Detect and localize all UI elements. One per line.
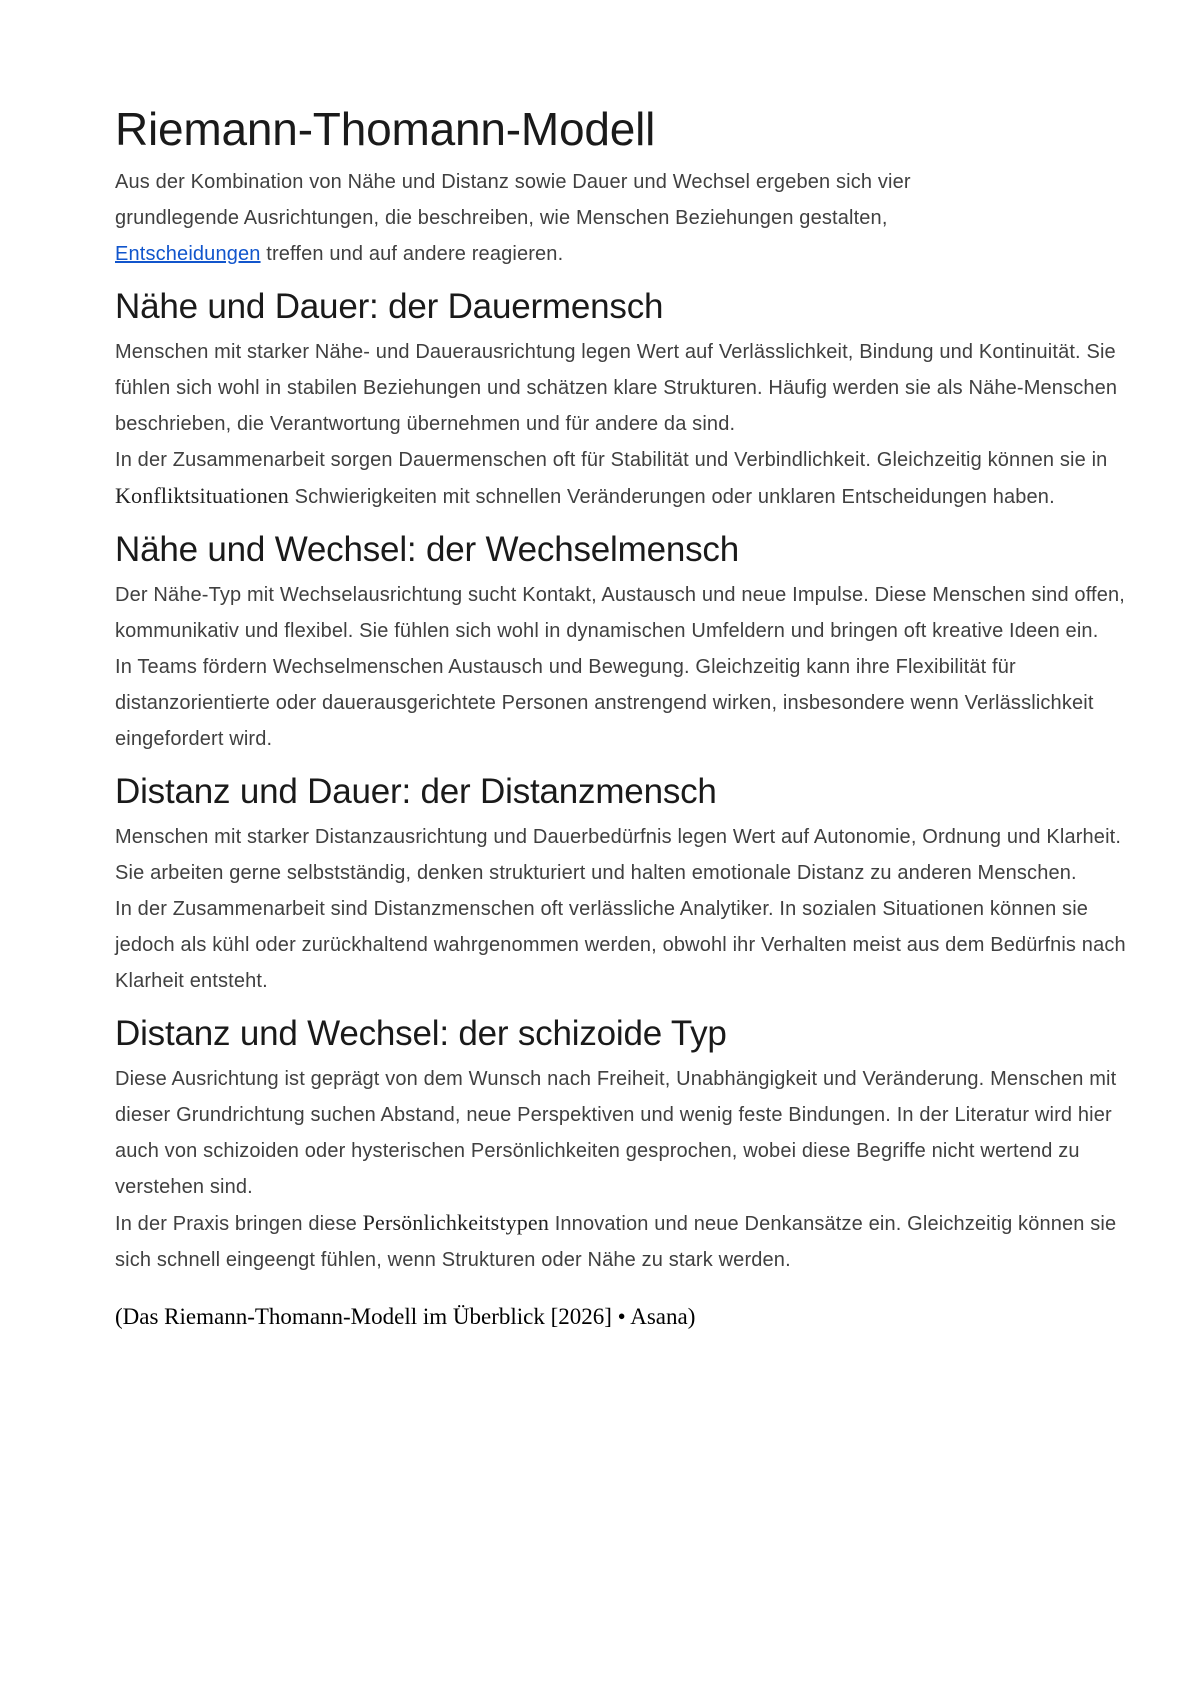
- section-heading: Nähe und Wechsel: der Wechselmensch: [115, 530, 739, 569]
- paragraph-text: In der Zusammenarbeit sorgen Dauermenschen oft für Stabilität und Verbindlichkeit. Gleichzeitig können sie in: [115, 449, 1108, 471]
- section-paragraph: Diese Ausrichtung ist geprägt von dem Wunsch nach Freiheit, Unabhängigkeit und Veränderung. Menschen mit dieser Grundrichtung suchen Abstand, neue Perspektiven und wenig feste Bindungen. In der Literatur wird hier auch von schizoiden oder hysterischen Persönlichkeiten gesprochen, wobei diese Begriffe nicht wertend zu verstehen sind.: [115, 1068, 1117, 1198]
- section-paragraph: In der Zusammenarbeit sind Distanzmenschen oft verlässliche Analytiker. In sozialen Situationen können sie jedoch als kühl oder zurückhaltend wahrgenommen werden, obwohl ihr Verhalten meist aus dem Bedürfnis nach Klarheit entsteht.: [115, 898, 1126, 992]
- intro-text-end: treffen und auf andere reagieren.: [260, 243, 564, 265]
- intro-paragraph: [115, 164, 975, 272]
- paragraph-text: In der Praxis bringen diese: [115, 1213, 363, 1235]
- section-schizoider-typ: [115, 1009, 1135, 1278]
- section-paragraph: Der Nähe-Typ mit Wechselausrichtung sucht Kontakt, Austausch und neue Impulse. Diese Menschen sind offen, kommunikativ und flexibel. Sie fühlen sich wohl in dynamischen Umfeldern und bringen oft kreative Ideen ein.: [115, 584, 1125, 642]
- paragraph-text: Schwierigkeiten mit schnellen Veränderungen oder unklaren Entscheidungen haben.: [288, 486, 1055, 508]
- section-heading: Nähe und Dauer: der Dauermensch: [115, 287, 664, 326]
- section-paragraph: Menschen mit starker Distanzausrichtung und Dauerbedürfnis legen Wert auf Autonomie, Ordnung und Klarheit. Sie arbeiten gerne selbstständig, denken strukturiert und halten emotionale Distanz zu anderen Menschen.: [115, 826, 1122, 884]
- paragraph-text: Innovation und neue Denkansätze ein. Gleichzeitig können sie sich schnell eingeengt fühlen, wenn Strukturen oder Nähe zu stark werden.: [115, 1213, 1117, 1271]
- section-distanzmensch: [115, 767, 1135, 999]
- emphasis-term: Persönlichkeitstypen: [362, 1210, 549, 1235]
- source-citation: (Das Riemann-Thomann-Modell im Überblick [2026] • Asana): [115, 1304, 696, 1329]
- page-title: Riemann-Thomann-Modell: [115, 103, 656, 155]
- section-paragraph: Menschen mit starker Nähe- und Dauerausrichtung legen Wert auf Verlässlichkeit, Bindung und Kontinuität. Sie fühlen sich wohl in stabilen Beziehungen und schätzen klare Strukturen. Häufig werden sie als Nähe-Menschen beschrieben, die Verantwortung übernehmen und für andere da sind.: [115, 341, 1118, 435]
- section-dauermensch: [115, 282, 1135, 515]
- intro-text: Aus der Kombination von Nähe und Distanz sowie Dauer und Wechsel ergeben sich vier grundlegende Ausrichtungen, die beschreiben, wie Menschen Beziehungen gestalten,: [115, 171, 911, 229]
- section-heading: Distanz und Dauer: der Distanzmensch: [115, 772, 717, 811]
- section-paragraph: In Teams fördern Wechselmenschen Austausch und Bewegung. Gleichzeitig kann ihre Flexibilität für distanzorientierte oder dauerausgerichtete Personen anstrengend wirken, insbesondere wenn Verlässlichkeit eingefordert wird.: [115, 656, 1094, 750]
- entscheidungen-link[interactable]: Entscheidungen: [115, 243, 261, 265]
- document-page: [115, 98, 1135, 1334]
- section-wechselmensch: [115, 525, 1135, 757]
- section-heading: Distanz und Wechsel: der schizoide Typ: [115, 1014, 727, 1053]
- section-paragraph: [115, 442, 1135, 515]
- emphasis-term: Konfliktsituationen: [115, 483, 289, 508]
- section-paragraph: [115, 1205, 1135, 1278]
